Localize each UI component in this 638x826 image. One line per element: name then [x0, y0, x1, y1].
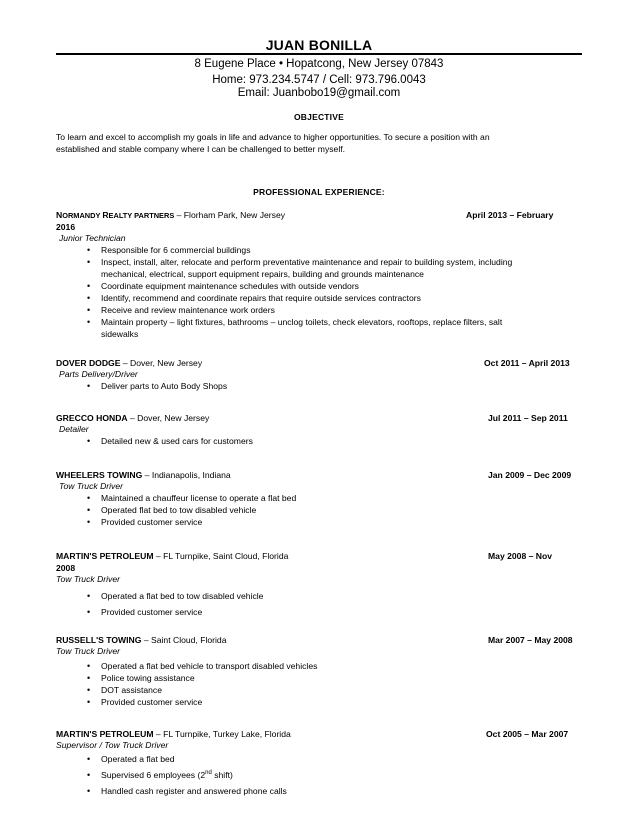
list-item: • Handled cash register and answered phone calls [56, 783, 582, 799]
bullet-dot-icon: • [87, 770, 91, 780]
job-header [56, 550, 582, 562]
list-item: • Detailed new & used cars for customers [87, 436, 253, 446]
employer-name: RUSSELL'S TOWING [56, 635, 142, 645]
employer-name: NORMANDY REALTY PARTNERS [56, 210, 175, 220]
job-title: Supervisor / Tow Truck Driver [56, 740, 169, 750]
job-header [56, 634, 582, 646]
job-header [56, 469, 582, 481]
list-item: • Inspect, install, alter, relocate and perform preventative maintenance and repair to building system, including [87, 257, 513, 267]
job-dates: Oct 2011 – April 2013 [484, 358, 570, 368]
list-item: • Coordinate equipment maintenance schedules with outside vendors [87, 281, 359, 291]
job-entry [56, 412, 582, 447]
bullet-dot-icon: • [87, 505, 91, 515]
job-title: Tow Truck Driver [56, 646, 120, 656]
employer-name: MARTIN'S PETROLEUM [56, 551, 154, 561]
job-entry [56, 728, 582, 799]
list-item: • Operated a flat bed [56, 751, 582, 767]
list-item-continuation: sidewalks [101, 329, 139, 339]
ordinal-suffix: nd [205, 770, 212, 777]
objective-line: To learn and excel to accomplish my goals in life and advance to higher opportunities. To secure a position with an [56, 132, 490, 142]
employer-name: MARTIN'S PETROLEUM [56, 729, 154, 739]
list-item: • Provided customer service [87, 697, 203, 707]
employer-name: GRECCO HONDA [56, 413, 128, 423]
job-entry [56, 634, 582, 708]
bullet-dot-icon: • [87, 591, 91, 601]
list-item: • Police towing assistance [87, 673, 195, 683]
job-title: Junior Technician [59, 233, 126, 243]
bullet-dot-icon: • [87, 257, 91, 267]
bullet-dot-icon: • [87, 786, 91, 796]
job-title: Tow Truck Driver [59, 481, 123, 491]
job-duties [56, 244, 582, 340]
phone-line: Home: 973.234.5747 / Cell: 973.796.0043 [212, 74, 426, 86]
job-dates-continued: 2016 [56, 222, 76, 232]
job-dates: April 2013 – February [466, 210, 554, 220]
job-entry [56, 357, 582, 392]
job-header [56, 728, 582, 740]
list-item: • Identify, recommend and coordinate repairs that require outside services contractors [87, 293, 421, 303]
job-duties [56, 380, 582, 392]
list-item: • Responsible for 6 commercial buildings [87, 245, 251, 255]
employer-location: – Indianapolis, Indiana [142, 470, 231, 480]
job-duties [56, 660, 582, 708]
bullet-dot-icon: • [87, 317, 91, 327]
bullet-dot-icon: • [87, 517, 91, 527]
bullet-dot-icon: • [87, 493, 91, 503]
bullet-dot-icon: • [87, 281, 91, 291]
list-item: • Supervised 6 employees (2nd shift) [56, 767, 582, 783]
job-entry [56, 550, 582, 620]
list-item: • DOT assistance [87, 685, 162, 695]
employer-location: – Saint Cloud, Florida [141, 635, 227, 645]
list-item: • Provided customer service [87, 517, 203, 527]
employer-location: – FL Turnpike, Saint Cloud, Florida [153, 551, 289, 561]
employer-name: WHEELERS TOWING [56, 470, 143, 480]
list-item: • Operated a flat bed to tow disabled vehicle [56, 588, 582, 604]
job-duties [56, 751, 582, 799]
job-duties [56, 492, 582, 528]
employer-location: – Dover, New Jersey [120, 358, 203, 368]
job-dates: May 2008 – Nov [488, 551, 553, 561]
bullet-dot-icon: • [87, 685, 91, 695]
list-item: • Provided customer service [56, 604, 582, 620]
email-line: Email: Juanbobo19@gmail.com [237, 87, 401, 99]
bullet-dot-icon: • [87, 697, 91, 707]
bullet-dot-icon: • [87, 661, 91, 671]
bullet-dot-icon: • [87, 381, 91, 391]
list-item: • Maintained a chauffeur license to operate a flat bed [87, 493, 297, 503]
job-dates: Jan 2009 – Dec 2009 [488, 470, 572, 480]
objective-line: established and stable company where I can be challenged to better myself. [56, 144, 346, 154]
list-item: • Operated a flat bed vehicle to transport disabled vehicles [87, 661, 318, 671]
bullet-dot-icon: • [87, 305, 91, 315]
job-entry [56, 469, 582, 528]
job-title: Parts Delivery/Driver [59, 369, 138, 379]
job-title: Tow Truck Driver [56, 574, 120, 584]
employer-location: – FL Turnpike, Turkey Lake, Florida [153, 729, 291, 739]
job-dates: Oct 2005 – Mar 2007 [486, 729, 569, 739]
objective-text [56, 131, 576, 155]
resume-page [56, 0, 582, 826]
bullet-dot-icon: • [87, 293, 91, 303]
job-header [56, 209, 582, 221]
bullet-dot-icon: • [87, 607, 91, 617]
job-dates: Mar 2007 – May 2008 [488, 635, 573, 645]
header-divider [56, 53, 582, 55]
list-item: • Maintain property – light fixtures, bathrooms – unclog toilets, check elevators, rooftops, replace filters, salt [87, 317, 503, 327]
bullet-dot-icon: • [87, 436, 91, 446]
job-dates-continued: 2008 [56, 563, 76, 573]
employer-location: – Florham Park, New Jersey [174, 210, 286, 220]
employer-location: – Dover, New Jersey [127, 413, 210, 423]
job-duties [56, 588, 582, 620]
job-duties [56, 435, 582, 447]
objective-heading: OBJECTIVE [294, 112, 344, 122]
list-item: • Receive and review maintenance work orders [87, 305, 275, 315]
experience-heading: PROFESSIONAL EXPERIENCE: [253, 187, 385, 197]
bullet-dot-icon: • [87, 245, 91, 255]
list-item: • Operated flat bed to tow disabled vehicle [87, 505, 257, 515]
bullet-dot-icon: • [87, 754, 91, 764]
address-line: 8 Eugene Place • Hopatcong, New Jersey 07843 [194, 58, 444, 70]
job-dates: Jul 2011 – Sep 2011 [488, 413, 568, 423]
bullet-dot-icon: • [87, 673, 91, 683]
employer-name: DOVER DODGE [56, 358, 121, 368]
job-header [56, 412, 582, 424]
list-item-continuation: mechanical, electrical, support equipment repairs, building and grounds maintenance [101, 269, 424, 279]
job-title: Detailer [59, 424, 89, 434]
job-entry [56, 209, 582, 340]
job-header [56, 357, 582, 369]
candidate-name: JUAN BONILLA [265, 37, 373, 53]
list-item: • Deliver parts to Auto Body Shops [87, 381, 228, 391]
